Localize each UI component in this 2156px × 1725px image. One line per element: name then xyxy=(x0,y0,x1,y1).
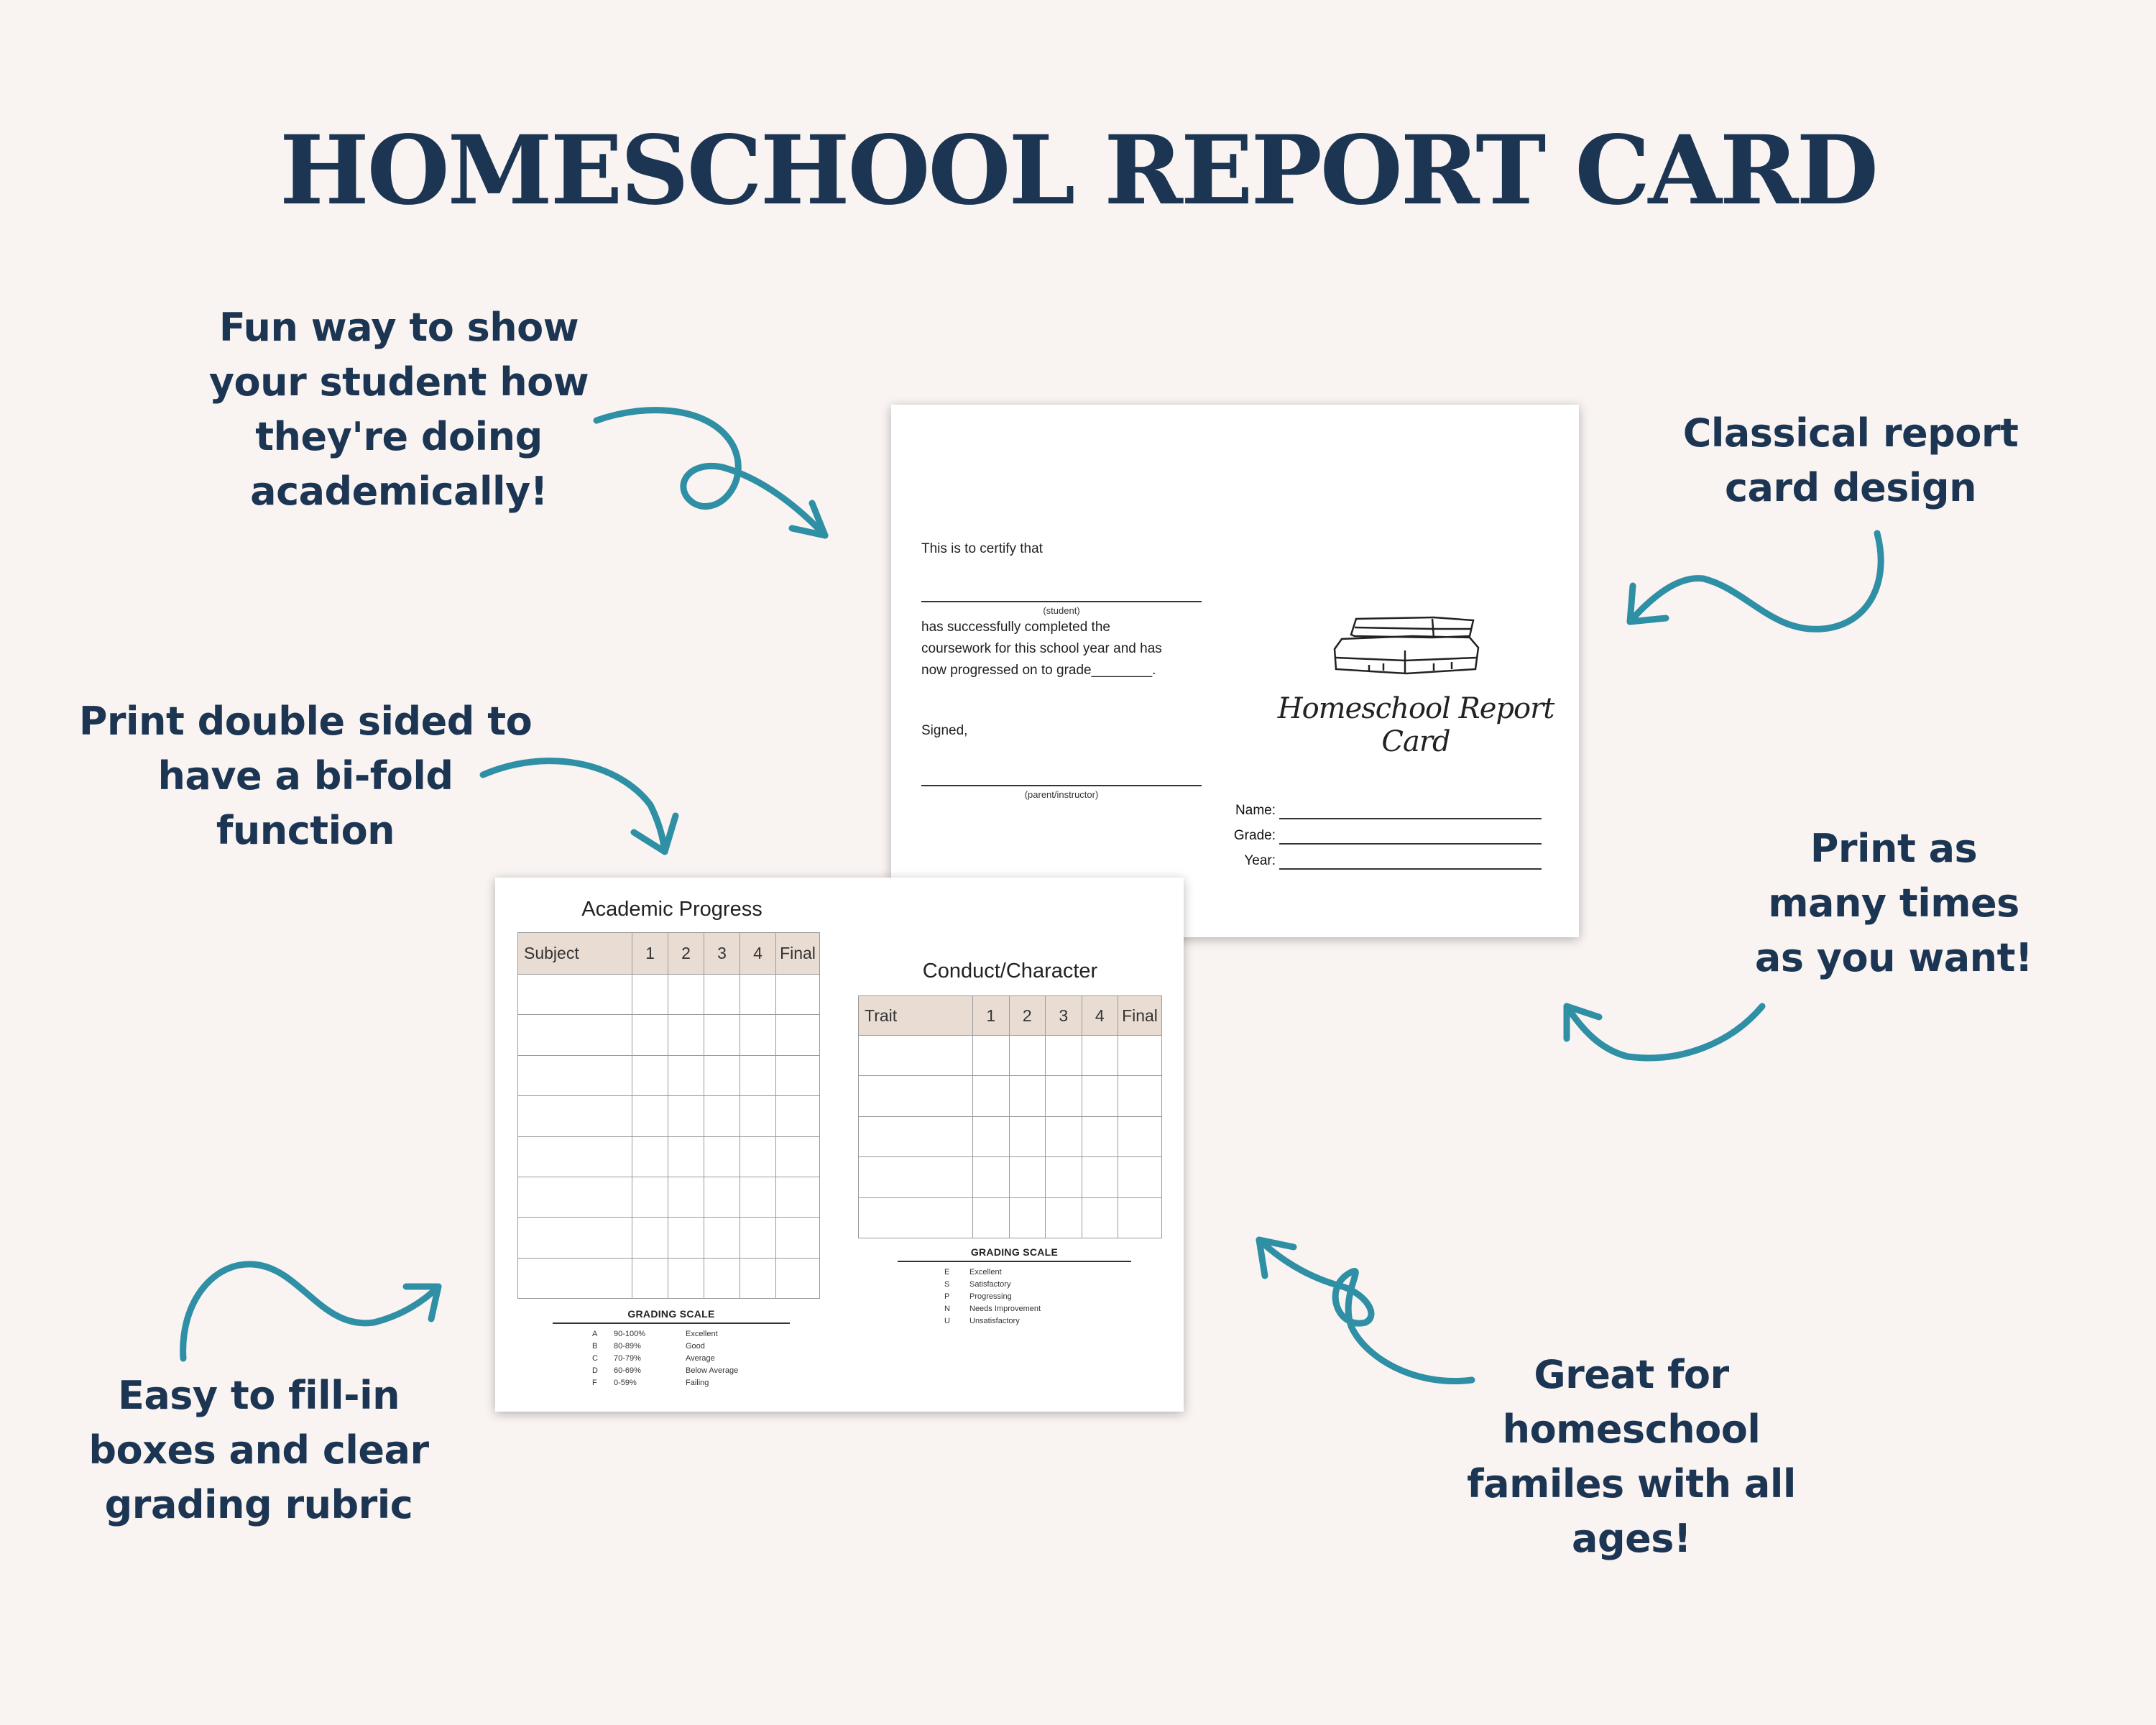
callout-line: they're doing xyxy=(255,414,543,459)
cover-title: Homeschool Report Card xyxy=(1277,692,1554,758)
grades-sheet: Academic Progress Subject 1 2 3 4 Final GRADING SCALE A 90-100% Excellent B 80-89% Good C 70-79% Average D 60-69% Below Average F 0-59% Failing Conduct/Character Trait 1 2 3 4 Final GRADING SCALE E Excellent S Satisfactory P Progressing N Needs Improvement U Unsatisfactory xyxy=(495,878,1184,1412)
callout-line: Great for xyxy=(1534,1352,1729,1397)
certificate-sheet xyxy=(891,405,1579,937)
grade-line[interactable] xyxy=(1279,843,1542,845)
callout-line: Classical report xyxy=(1682,410,2019,456)
table-row xyxy=(518,1258,820,1298)
scale-divider xyxy=(898,1261,1131,1262)
conduct-table xyxy=(858,995,1162,1238)
conduct-header: 2 xyxy=(1009,996,1046,1036)
callout-line: ages! xyxy=(1572,1516,1691,1561)
callout-line: familes with all xyxy=(1467,1461,1796,1506)
cert-body-line: has successfully completed the xyxy=(921,620,1110,635)
table-row xyxy=(518,1218,820,1258)
callout-line: Easy to fill-in xyxy=(117,1373,400,1418)
scale-divider xyxy=(553,1322,790,1324)
academic-header: 2 xyxy=(668,933,704,975)
callout-line: many times xyxy=(1768,880,2019,926)
table-row xyxy=(859,1197,1162,1238)
student-caption: (student) xyxy=(1043,605,1080,616)
callout-line: function xyxy=(216,808,395,853)
curly-arrow-icon xyxy=(483,761,676,852)
academic-header: 3 xyxy=(704,933,740,975)
curly-arrow-icon xyxy=(596,410,825,535)
academic-title: Academic Progress xyxy=(581,898,763,921)
signed-text: Signed, xyxy=(921,723,968,738)
table-row xyxy=(859,1116,1162,1156)
curly-arrow-icon xyxy=(1567,1006,1762,1058)
table-row xyxy=(859,1076,1162,1116)
table-row xyxy=(859,1157,1162,1197)
callout-line: your student how xyxy=(208,359,589,405)
curly-arrow-icon xyxy=(1259,1240,1472,1381)
callout-line: as you want! xyxy=(1754,935,2033,980)
callout-line: Print double sided to xyxy=(78,699,533,744)
academic-header: 1 xyxy=(632,933,668,975)
table-row xyxy=(518,1177,820,1217)
academic-scale-title: GRADING SCALE xyxy=(627,1308,715,1320)
page-title: HOMESCHOOL REPORT CARD xyxy=(279,115,1877,226)
cert-body-line: coursework for this school year and has xyxy=(921,641,1162,656)
student-line xyxy=(921,601,1202,602)
table-row xyxy=(518,1015,820,1055)
callout-line: academically! xyxy=(250,469,548,514)
academic-header: Subject xyxy=(518,933,632,975)
callout-line: grading rubric xyxy=(104,1482,413,1527)
books-icon xyxy=(1326,606,1491,678)
callout-line: have a bi-fold xyxy=(157,753,453,799)
conduct-header: Trait xyxy=(859,996,973,1036)
year-line[interactable] xyxy=(1279,868,1542,870)
callout-line: boxes and clear xyxy=(88,1427,429,1473)
academic-header: Final xyxy=(776,933,820,975)
table-row xyxy=(518,1055,820,1095)
conduct-header: 4 xyxy=(1082,996,1118,1036)
callout-line: card design xyxy=(1724,465,1977,510)
certify-text: This is to certify that xyxy=(921,541,1043,556)
conduct-header: 1 xyxy=(973,996,1010,1036)
conduct-title: Conduct/Character xyxy=(922,960,1098,983)
academic-table xyxy=(517,932,820,1299)
table-row xyxy=(518,1136,820,1177)
conduct-scale-title: GRADING SCALE xyxy=(970,1246,1059,1258)
signer-caption: (parent/instructor) xyxy=(1024,789,1099,800)
conduct-header: 3 xyxy=(1046,996,1082,1036)
year-label: Year: xyxy=(1244,853,1276,868)
conduct-header: Final xyxy=(1118,996,1162,1036)
callout-line: Fun way to show xyxy=(218,305,579,350)
callout-line: Print as xyxy=(1810,826,1978,871)
table-row xyxy=(518,1096,820,1136)
curly-arrow-icon xyxy=(183,1264,438,1358)
grade-label: Grade: xyxy=(1233,828,1276,843)
callout-line: homeschool xyxy=(1502,1407,1761,1452)
name-line[interactable] xyxy=(1279,818,1542,819)
signer-line xyxy=(921,785,1202,786)
table-row xyxy=(518,975,820,1015)
name-label: Name: xyxy=(1235,803,1276,818)
table-row xyxy=(859,1036,1162,1076)
cert-body-line: now progressed on to grade________. xyxy=(921,663,1156,678)
curly-arrow-icon xyxy=(1630,533,1881,629)
academic-header: 4 xyxy=(740,933,776,975)
